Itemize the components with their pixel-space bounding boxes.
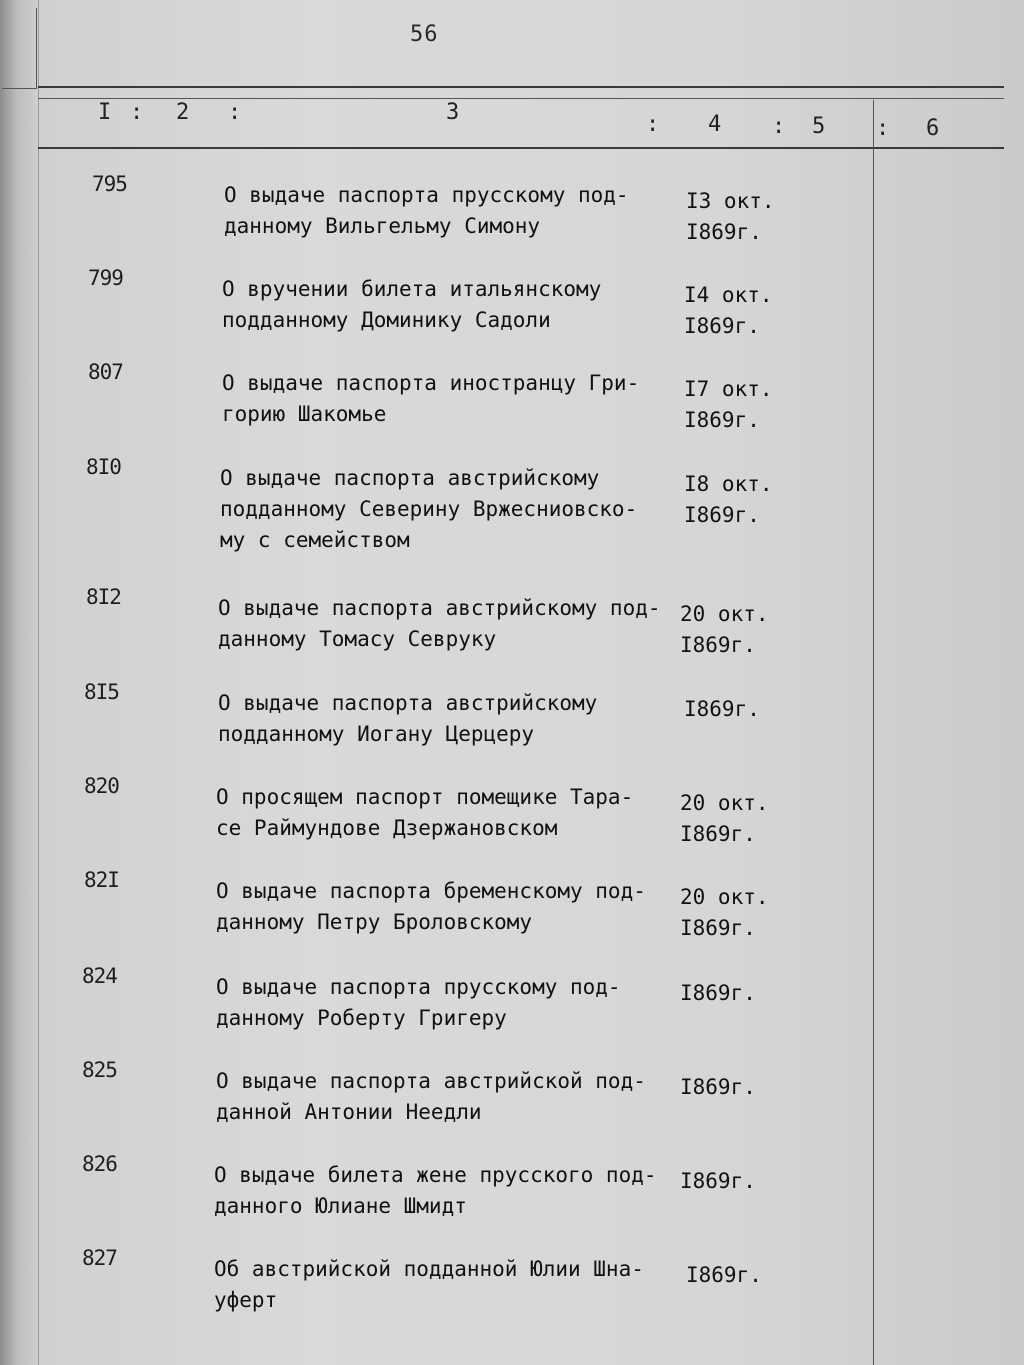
record-title: О выдаче паспорта австрийской под- данной Антонии Неедли — [216, 1069, 646, 1124]
record-number: 824 — [82, 964, 117, 988]
record-title: О выдаче паспорта австрийскому под- данному Томасу Севруку — [218, 596, 661, 651]
record-number: 799 — [88, 266, 123, 290]
header-sep-5: : — [876, 116, 890, 141]
record-title: О выдаче паспорта прусскому под- данному Вильгельму Симону — [224, 183, 629, 238]
record-number: 826 — [82, 1152, 117, 1176]
binding-tab — [2, 8, 37, 89]
record-date: I8 окт. I869г. — [684, 472, 773, 527]
record-date: 20 окт. I869г. — [680, 885, 769, 940]
record-title: Об австрийской подданной Юлии Шна- уферт — [214, 1257, 644, 1312]
record-date: I4 окт. I869г. — [684, 283, 773, 338]
record-title: О просящем паспорт помещике Тара- се Раймундове Дзержановском — [216, 785, 634, 840]
record-number: 825 — [82, 1058, 117, 1082]
record-date: I869г. — [680, 1169, 756, 1193]
header-sep-2: : — [228, 100, 242, 125]
record-number: 827 — [82, 1246, 117, 1270]
record-title: О выдаче паспорта прусскому под- данному Роберту Григеру — [216, 975, 621, 1030]
record-title: О выдаче паспорта бременскому под- данному Петру Броловскому — [216, 879, 646, 934]
record-date: I7 окт. I869г. — [684, 377, 773, 432]
header-col-4: 4 — [708, 112, 722, 137]
record-date: I3 окт. I869г. — [686, 189, 775, 244]
header-col-2: 2 — [176, 100, 190, 125]
record-date: 20 окт. I869г. — [680, 791, 769, 846]
record-title: О вручении билета итальянскому подданному Доминику Садоли — [222, 277, 602, 332]
header-sep-1: : — [130, 100, 144, 125]
record-title: О выдаче паспорта иностранцу Гри- горию Шакомье — [222, 371, 640, 426]
record-date: I869г. — [680, 1075, 756, 1099]
record-date: I869г. — [686, 1263, 762, 1287]
record-number: 795 — [92, 172, 127, 196]
header-col-1: I — [98, 100, 112, 125]
record-date: I869г. — [680, 981, 756, 1005]
record-date: I869г. — [684, 697, 760, 721]
record-date: 20 окт. I869г. — [680, 602, 769, 657]
record-title: О выдаче билета жене прусского под- данного Юлиане Шмидт — [214, 1163, 657, 1218]
header-top-rule — [38, 86, 1004, 88]
header-bottom-rule — [38, 147, 1004, 149]
record-number: 8I0 — [86, 455, 121, 479]
record-title: О выдаче паспорта австрийскому подданному Северину Вржесниовско- му с семейством — [220, 466, 638, 552]
header-col-3: 3 — [446, 100, 460, 125]
header-col-6: 6 — [926, 116, 940, 141]
header-col-5: 5 — [812, 114, 826, 139]
record-number: 820 — [84, 774, 119, 798]
record-number: 8I5 — [84, 680, 119, 704]
header-inner-rule — [38, 98, 1004, 99]
record-number: 82I — [84, 868, 119, 892]
page-number: 56 — [410, 22, 439, 47]
record-title: О выдаче паспорта австрийскому подданному Иогану Церцеру — [218, 691, 598, 746]
binding-edge — [0, 0, 39, 1365]
header-sep-3: : — [646, 112, 660, 137]
record-number: 807 — [88, 360, 123, 384]
record-number: 8I2 — [86, 585, 121, 609]
header-sep-4: : — [772, 114, 786, 139]
column-divider — [873, 100, 874, 1365]
